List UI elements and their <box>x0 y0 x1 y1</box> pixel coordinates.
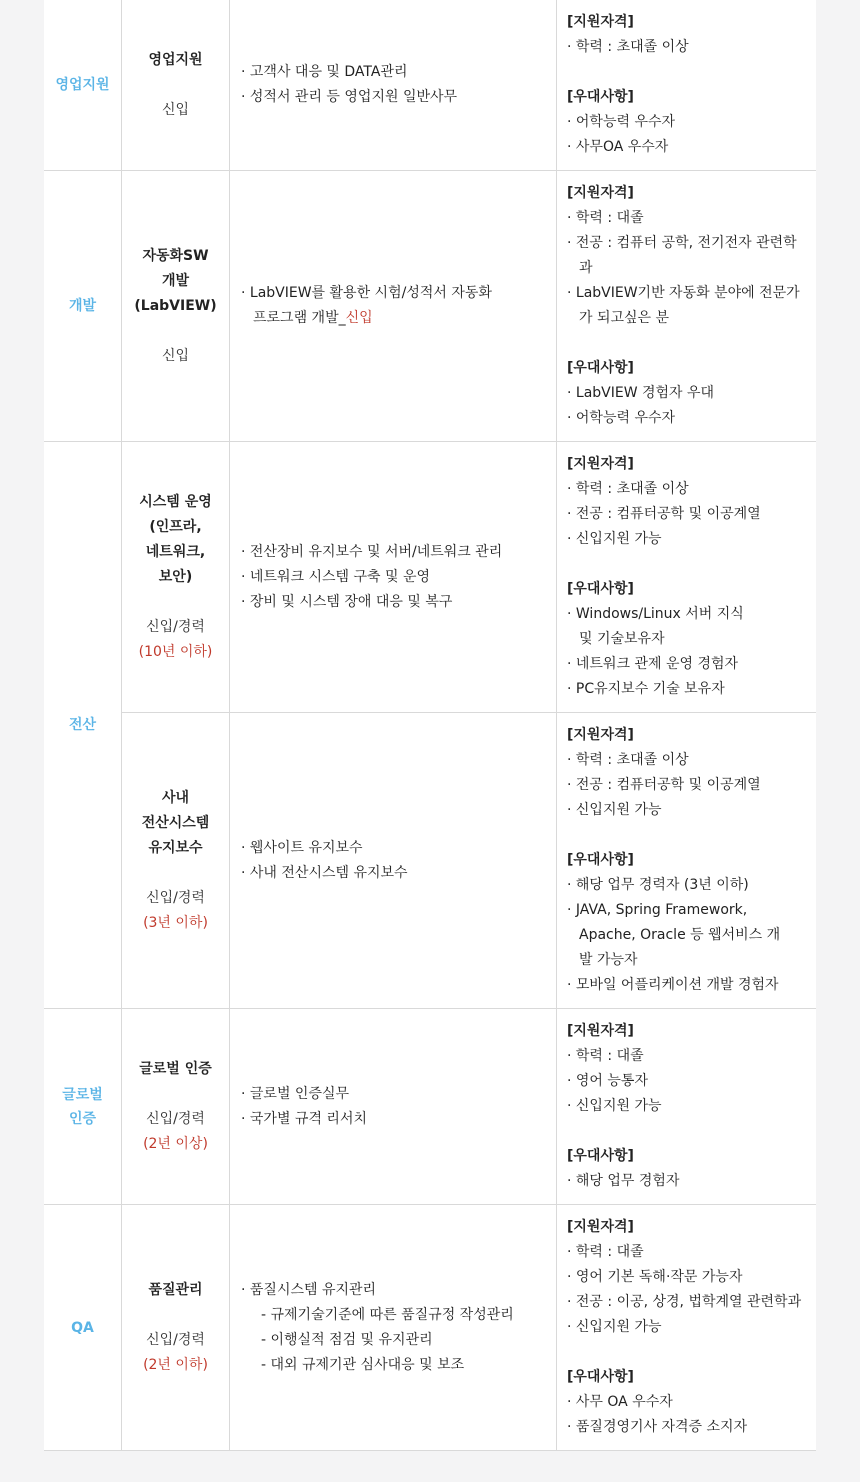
position-name: 영업지원 <box>148 51 203 68</box>
duties-cell <box>230 442 557 713</box>
category-cell: 글로벌 인증 <box>44 1009 122 1205</box>
section-title: [지원자격] <box>567 1219 634 1235</box>
duties-cell <box>230 1205 557 1451</box>
req-item: · 학력 : 대졸 <box>567 210 644 226</box>
req-item: · 전공 : 컴퓨터공학 및 이공계열 <box>567 777 761 793</box>
section-title: [지원자격] <box>567 456 634 472</box>
pref-item: · 어학능력 우수자 <box>567 114 676 130</box>
duties-cell <box>230 713 557 1009</box>
req-item: · 신입지원 가능 <box>567 802 662 818</box>
position-type: 신입 <box>161 347 190 364</box>
position-type: 신입/경력 <box>146 1110 205 1127</box>
pref-item: · 어학능력 우수자 <box>567 410 676 426</box>
requirements-cell <box>557 713 817 1009</box>
duty-item: · 웹사이트 유지보수 <box>241 839 363 856</box>
section-title: [지원자격] <box>567 727 634 743</box>
req-item: · 신입지원 가능 <box>567 531 662 547</box>
req-item: · 영어 능통자 <box>567 1073 648 1089</box>
table-row <box>44 0 816 171</box>
duties-cell <box>230 1009 557 1205</box>
experience-note: (10년 이하) <box>138 643 213 660</box>
table-row <box>44 442 816 713</box>
req-item: · 신입지원 가능 <box>567 1098 662 1114</box>
duty-item: · 성적서 관리 등 영업지원 일반사무 <box>241 89 458 105</box>
req-item: · 신입지원 가능 <box>567 1319 662 1335</box>
requirements-cell <box>557 442 817 713</box>
req-item: · 전공 : 컴퓨터공학 및 이공계열 <box>567 506 761 522</box>
req-item: · 학력 : 대졸 <box>567 1048 644 1064</box>
section-title: [지원자격] <box>567 14 634 30</box>
duty-item: · 전산장비 유지보수 및 서버/네트워크 관리 <box>241 543 503 560</box>
requirements-cell <box>557 1009 817 1205</box>
experience-note: (2년 이상) <box>143 1135 208 1152</box>
req-item: · 학력 : 대졸 <box>567 1244 644 1260</box>
pref-item: · Windows/Linux 서버 지식 및 기술보유자 <box>567 606 744 647</box>
position-cell <box>122 442 230 713</box>
recruit-table-wrapper <box>44 0 816 1451</box>
req-item: · LabVIEW기반 자동화 분야에 전문가가 되고싶은 분 <box>567 285 800 326</box>
pref-item: · 네트워크 관제 운영 경험자 <box>567 656 739 672</box>
pref-item: · 해당 업무 경력자 (3년 이하) <box>567 877 749 893</box>
pref-item: · 사무 OA 우수자 <box>567 1394 673 1410</box>
experience-note: (2년 이하) <box>143 1356 208 1373</box>
duty-item-continued: 프로그램 개발_신입 <box>253 310 373 326</box>
req-item: · 학력 : 초대졸 이상 <box>567 752 689 768</box>
position-name: 글로벌 인증 <box>139 1060 212 1077</box>
req-item: · 영어 기본 독해·작문 가능자 <box>567 1269 743 1285</box>
position-type: 신입 <box>161 101 190 118</box>
requirements-cell <box>557 171 817 442</box>
duty-item: · 품질시스템 유지관리 <box>241 1281 377 1298</box>
req-item: · 학력 : 초대졸 이상 <box>567 481 689 497</box>
req-item: · 전공 : 컴퓨터 공학, 전기전자 관련학과 <box>567 235 797 276</box>
section-title: [지원자격] <box>567 185 634 201</box>
category-cell: 개발 <box>44 171 122 442</box>
position-type: 신입/경력 <box>146 889 205 906</box>
position-cell <box>122 713 230 1009</box>
experience-note: (3년 이하) <box>143 914 208 931</box>
position-cell <box>122 171 230 442</box>
duty-item: · 고객사 대응 및 DATA관리 <box>241 64 408 80</box>
duty-item: · 네트워크 시스템 구축 및 운영 <box>241 568 430 585</box>
section-title: [우대사항] <box>567 852 634 868</box>
position-cell <box>122 1009 230 1205</box>
sub-duty-item: - 이행실적 점검 및 유지관리 <box>261 1331 433 1348</box>
pref-item: · LabVIEW 경험자 우대 <box>567 385 715 401</box>
table-row <box>44 1205 816 1451</box>
section-title: [우대사항] <box>567 360 634 376</box>
section-title: [우대사항] <box>567 89 634 105</box>
position-name: 사내 전산시스템 유지보수 <box>141 789 210 856</box>
duty-item: · 장비 및 시스템 장애 대응 및 복구 <box>241 593 453 610</box>
category-cell: QA <box>44 1205 122 1451</box>
pref-item: · PC유지보수 기술 보유자 <box>567 681 725 697</box>
pref-item: · 사무OA 우수자 <box>567 139 669 155</box>
section-title: [지원자격] <box>567 1023 634 1039</box>
highlight-text: 신입 <box>345 310 373 326</box>
duty-item: · 국가별 규격 리서치 <box>241 1110 367 1127</box>
req-item: · 전공 : 이공, 상경, 법학계열 관련학과 <box>567 1294 802 1310</box>
pref-item: · JAVA, Spring Framework, Apache, Oracle 등 웹서비스 개발 가능자 <box>567 902 781 968</box>
req-item: · 학력 : 초대졸 이상 <box>567 39 689 55</box>
position-type: 신입/경력 <box>146 1331 205 1348</box>
position-cell <box>122 1205 230 1451</box>
duty-item: · LabVIEW를 활용한 시험/성적서 자동화 <box>241 285 492 301</box>
position-name: 시스템 운영 (인프라, 네트워크, 보안) <box>139 493 212 585</box>
position-name: 품질관리 <box>148 1281 203 1298</box>
category-cell: 전산 <box>44 442 122 1009</box>
sub-duty-item: - 대외 규제기관 심사대응 및 보조 <box>261 1356 465 1373</box>
duties-cell <box>230 0 557 171</box>
table-row <box>44 171 816 442</box>
section-title: [우대사항] <box>567 1369 634 1385</box>
requirements-cell <box>557 0 817 171</box>
position-type: 신입/경력 <box>146 618 205 635</box>
position-name: 자동화SW 개발 (LabVIEW) <box>134 247 217 314</box>
requirements-cell <box>557 1205 817 1451</box>
category-cell: 영업지원 <box>44 0 122 171</box>
section-title: [우대사항] <box>567 1148 634 1164</box>
duties-cell <box>230 171 557 442</box>
pref-item: · 해당 업무 경험자 <box>567 1173 680 1189</box>
table-row <box>44 1009 816 1205</box>
position-cell <box>122 0 230 171</box>
pref-item: · 품질경영기사 자격증 소지자 <box>567 1419 748 1435</box>
table-row <box>44 713 816 1009</box>
sub-duty-item: - 규제기술기준에 따른 품질규정 작성관리 <box>261 1306 514 1323</box>
duty-item: · 사내 전산시스템 유지보수 <box>241 864 408 881</box>
section-title: [우대사항] <box>567 581 634 597</box>
duty-item: · 글로벌 인증실무 <box>241 1085 350 1102</box>
recruit-table <box>44 0 816 1451</box>
pref-item: · 모바일 어플리케이션 개발 경험자 <box>567 977 779 993</box>
